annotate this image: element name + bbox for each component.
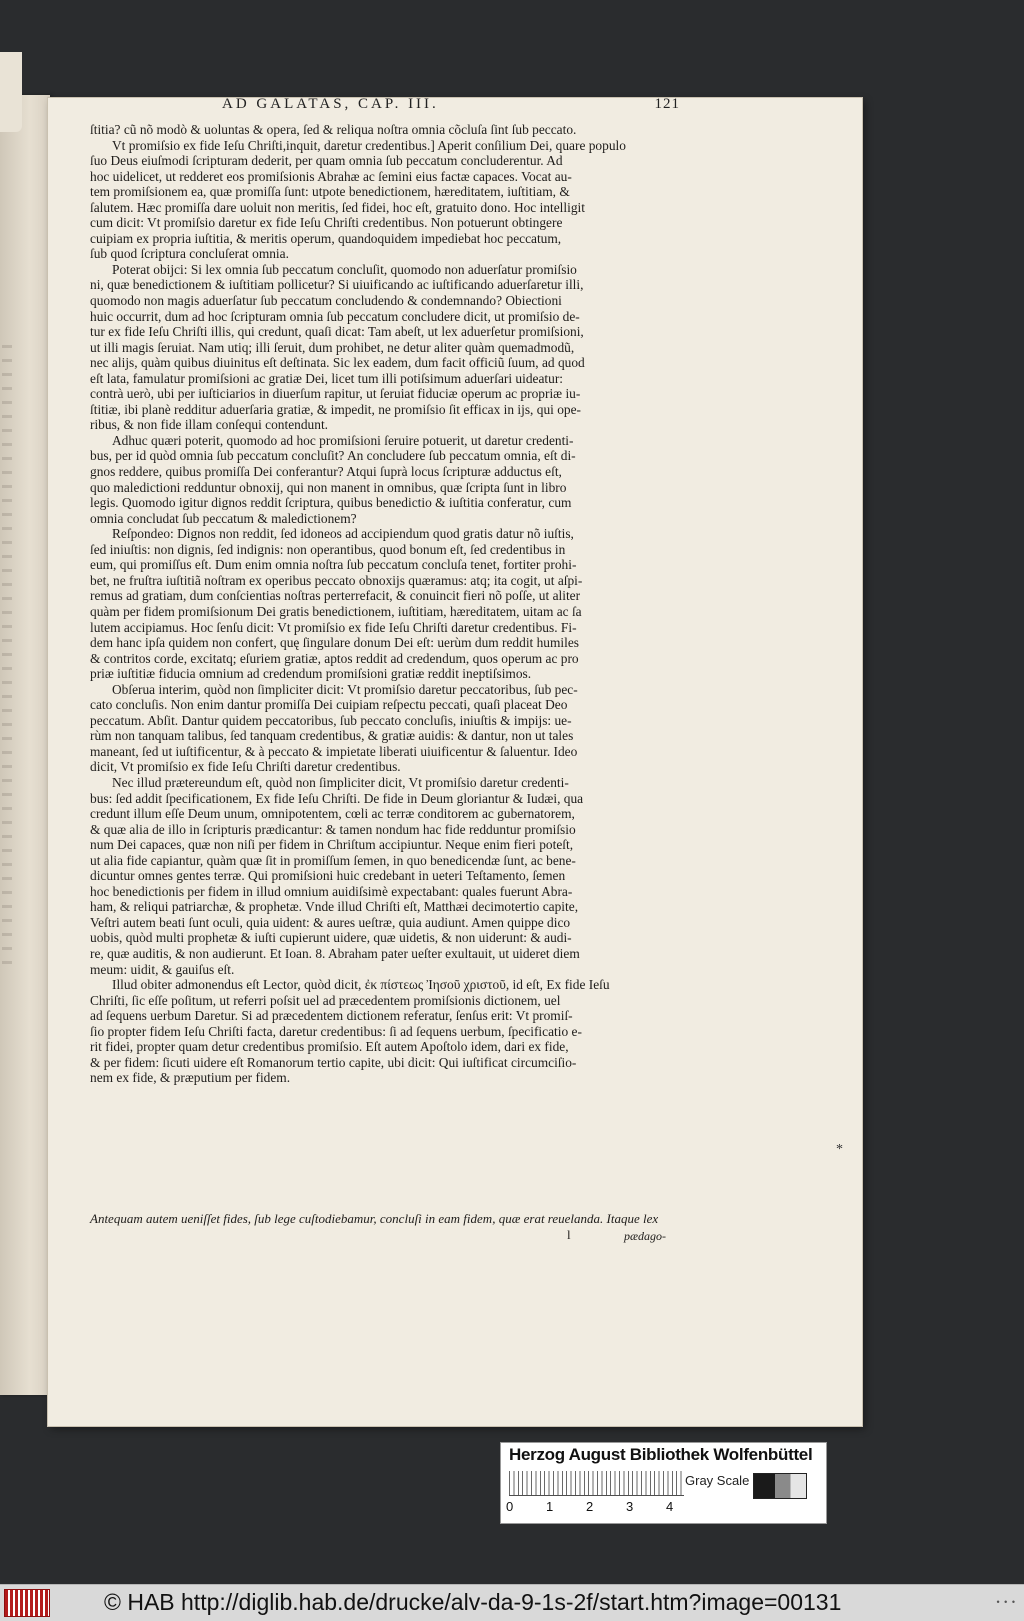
text-line: ad ſequens uerbum Daretur. Si ad præcedentem dictionem referatur, ſenſus erit: Vt promiſ- bbox=[90, 1008, 573, 1024]
text-line: nem ex fide, & præputium per fidem. bbox=[90, 1070, 291, 1086]
ruler-number: 3 bbox=[626, 1499, 634, 1514]
text-line: cato concluſis. Non enim dantur promiſſa Dei cuipiam reſpectu peccati, quaſi placeat Deo bbox=[90, 697, 568, 713]
text-line: contrà uerò, ubi per iuſticiarios in diuerſum rapitur, ut ſeruiat fiduciæ operum ac propriæ iu- bbox=[90, 386, 581, 402]
left-page-text-bleed bbox=[2, 345, 12, 965]
text-line: omnia concludat ſub peccatum & maledictionem? bbox=[90, 510, 357, 526]
page-number: 121 bbox=[654, 96, 680, 112]
ruler-number: 0 bbox=[506, 1499, 514, 1514]
text-line: ut alia fide capiantur, quàm quæ ſit in promiſſum ſemen, in quo benedicendæ ſunt, ac bene- bbox=[90, 852, 576, 868]
text-line: rùm non tanquam talibus, ſed tanquam credentibus, & gratiæ auidis: & dantur, non ut tales bbox=[90, 728, 574, 744]
text-line: ſtitia? cũ nõ modò & uoluntas & opera, ſed & reliqua noſtra omnia cõcluſa ſint ſub peccato. bbox=[90, 122, 577, 137]
text-line: ſed iniuſtis: non dignis, ſed indignis: non operantibus, quod bonum eſt, ſed credentibus in bbox=[90, 541, 566, 557]
text-line: bet, ne fruſtra iuſtitiã noſtram ex operibus peccato obnoxijs quæramus: atq; ita cogit, ut aſpi- bbox=[90, 572, 583, 588]
text-line: dicit, Vt promiſsio ex fide Ieſu Chriſti daretur credentibus. bbox=[90, 759, 401, 775]
text-line: lutem accipiamus. Hoc ſenſu dicit: Vt promiſsio ex fide Ieſu Chriſti daretur credentibus. Fi- bbox=[90, 619, 577, 635]
text-line: ham, & reliqui patriarchæ, & prophetæ. Vnde illud Chriſti eſt, Matthæi decimotertio capite, bbox=[90, 899, 579, 915]
text-line: ut illi magis ſeruiat. Nam utiq; illi ſeruit, dum prohibet, ne detur aliter quàm quemadmodũ, bbox=[90, 339, 575, 355]
left-page-edge bbox=[0, 95, 50, 1395]
ruler-number: 4 bbox=[666, 1499, 674, 1514]
ruler-number: 1 bbox=[546, 1499, 554, 1514]
text-line: tem promiſsionem ea, quæ promiſſa ſunt: utpote benedictionem, hæreditatem, iuſtitiam, & bbox=[90, 184, 570, 200]
ruler-scale bbox=[509, 1471, 684, 1496]
text-line: ſtitiæ, ibi planè redditur aduerſaria gratiæ, & impedit, ne promiſsio ſit efficax in ijs, qui ope- bbox=[90, 401, 582, 417]
header-title: AD GALATAS, CAP. III. bbox=[222, 96, 439, 112]
text-line: peccatum. Abſit. Dantur quidem peccatoribus, ſub peccato concluſis, iniuſtis & impijs: ue- bbox=[90, 712, 572, 728]
text-line: bus: ſed addit ſpecificationem, Ex fide Ieſu Chriſti. De fide in Deum gloriantur & Iudæi, qua bbox=[90, 790, 584, 806]
text-line: Nec illud prætereundum eſt, quòd non ſimpliciter dicit, Vt promiſsio daretur credenti- bbox=[112, 774, 569, 790]
left-page-corner bbox=[0, 52, 22, 132]
color-scale-card bbox=[500, 1442, 827, 1524]
catchword: pædago- bbox=[624, 1229, 666, 1243]
text-line: remus ad gratiam, dum conſcientias noſtras perterrefacit, & conuincit fieri nõ poſſe, ut aliter bbox=[90, 588, 581, 604]
text-line: maneant, ſed ut iuſtificentur, & à peccato & impietate liberati uiuificentur & ſaluentur. Ideo bbox=[90, 743, 578, 759]
text-line: re, quæ auditis, & non audierunt. Et Ioan. 8. Abraham pater ueſter exultauit, ut uideret diem bbox=[90, 945, 580, 961]
text-line: ſuo Deus eiuſmodi ſcripturam dederit, per quam omnia ſub peccatum concluderentur. Ad bbox=[90, 153, 563, 169]
viewer-footer bbox=[0, 1584, 1024, 1621]
hab-logo-icon[interactable] bbox=[4, 1589, 50, 1617]
marginal-mark: * bbox=[836, 1142, 843, 1157]
text-line: cuipiam ex propria iuſtitia, & meritis operum, quandoquidem impediebat hoc peccatum, bbox=[90, 230, 562, 246]
text-line: legis. Quomodo igitur dignos reddit ſcriptura, quibus benedictio & iuſtitia conferatur, cum bbox=[90, 495, 572, 511]
text-line: & per fidem: ſicuti uidere eſt Romanorum tertio capite, ubi dicit: Qui iuſtificat circumciſio- bbox=[90, 1054, 577, 1070]
text-line: eſt lata, famulatur promiſsioni ac gratiæ Dei, licet tum illi potiſsimum aduerſari uideatur: bbox=[90, 370, 564, 386]
gray-scale-swatch bbox=[753, 1473, 807, 1499]
text-line: & quæ alia de illo in ſcripturis prædicantur: & tamen nondum hac fide redduntur promiſsio bbox=[90, 821, 576, 837]
text-line: dicuntur omnes gentes terræ. Qui promiſsioni huic credebant in ueteri Teſtamento, ſemen bbox=[90, 868, 566, 884]
text-line: huic occurrit, dum ad hoc ſcripturam omnia ſub peccatum concludere dicit, ut promiſsio de- bbox=[90, 308, 580, 324]
signature-mark: l bbox=[567, 1227, 571, 1242]
text-line: hoc benedictionis per fidem in illud omnium auidiſsimè expectabant: quales fuerunt Abra- bbox=[90, 883, 573, 899]
text-line: & contritos corde, excitatq; eſuriem gratiæ, aptos reddit ad credendum, quos operum ac pro bbox=[90, 650, 579, 666]
text-line: ſio propter fidem Ieſu Chriſti facta, daretur credentibus: ſi ad ſequens uerbum, ſpecificatio e- bbox=[90, 1023, 582, 1039]
text-line: ſalutem. Hæc promiſſa dare uoluit non meritis, ſed fidei, hoc eſt, gratuito dono. Hoc intelligit bbox=[90, 199, 585, 215]
text-line: num Dei capaces, quæ non niſi per fidem in Chriſtum accipiuntur. Neque enim fieri poteſt, bbox=[90, 837, 574, 853]
text-line: Reſpondeo: Dignos non reddit, ſed idoneos ad accipiendum quod gratis datur nõ iuſtis, bbox=[112, 526, 574, 542]
text-line: Chriſti, ſic eſſe poſitum, ut referri poſsit uel ad præcedentem promiſsionis dictionem, uel bbox=[90, 992, 561, 1008]
text-line: Obſerua interim, quòd non ſimpliciter dicit: Vt promiſsio daretur peccatoribus, ſub pec- bbox=[112, 681, 578, 697]
text-line: meum: uidit, & gauiſus eſt. bbox=[90, 961, 235, 977]
text-line: quo maledictioni redduntur obnoxij, qui non manent in omnibus, quæ ſcripta ſunt in libro bbox=[90, 479, 567, 495]
text-line: quomodo non magis aduerſatur ſub peccatum concludendo & condemnando? Obiectioni bbox=[90, 293, 562, 309]
text-line: gnos reddere, quibus promiſſa Dei conferantur? Atqui ſuprà locus ſcripturæ adductus eſt, bbox=[90, 464, 562, 480]
text-line: rit fidei, propter quam detur credentibus promiſsio. Eſt autem Apoſtolo idem, dari ex fide, bbox=[90, 1039, 569, 1055]
library-name: Herzog August Bibliothek Wolfenbüttel bbox=[509, 1445, 813, 1464]
body-text bbox=[90, 122, 682, 1086]
text-line: bus, per id quòd omnia ſub peccatum concluſit? An concludere ſub peccatum omnia, eſt di- bbox=[90, 448, 576, 464]
text-line: uobis, quòd multi prophetæ & iuſti cupierunt uidere, quæ uidetis, & non uiderunt: & audi- bbox=[90, 930, 572, 946]
text-line: cum dicit: Vt promiſsio daretur ex fide Ieſu Chriſti credentibus. Non potuerunt obtingere bbox=[90, 215, 563, 231]
text-line: Veſtri autem beati ſunt oculi, quia uident: & aures ueſtræ, quia audiunt. Amen quippe dico bbox=[90, 914, 571, 930]
text-line: hoc uidelicet, ut redderet eos promiſsionis Abrahæ ac ſemini eius factæ capaces. Vocat au- bbox=[90, 168, 572, 184]
footer-url[interactable]: © HAB http://diglib.hab.de/drucke/alv-da-9-1s-2f/start.htm?image=00131 bbox=[104, 1589, 842, 1615]
text-line: Illud obiter admonendus eſt Lector, quòd dicit, ἐκ πίστεως Ἰησοῦ χριστοῦ, id eſt, Ex fide Ieſu bbox=[112, 977, 610, 993]
text-line: Adhuc quæri poterit, quomodo ad hoc promiſsioni ſeruire potuerit, ut daretur credenti- bbox=[112, 432, 574, 448]
text-line: ni, quæ benedictionem & iuſtitiam pollicetur? Si uiuificando ac iuſtificando aduerſaretur illi, bbox=[90, 277, 584, 293]
text-line: ſub quod ſcriptura concluſerat omnia. bbox=[90, 246, 289, 262]
text-line: nec alijs, quàm quibus diuinitus eſt deſtinata. Sic lex eadem, dum facit officiũ ſuum, ad quod bbox=[90, 355, 585, 371]
text-line: dem hanc ipſa quidem non confert, quę ſingulare donum Dei eſt: uerùm dum reddit humiles bbox=[90, 635, 580, 651]
ruler-number: 2 bbox=[586, 1499, 594, 1514]
text-line: ribus, & non fide illam conſequi contendunt. bbox=[90, 417, 329, 433]
text-line: tur ex fide Ieſu Chriſti illis, qui credunt, quaſi dicat: Tam abeſt, ut lex aduerſetur promiſsioni, bbox=[90, 324, 584, 340]
text-line: eum, qui promiſſus eſt. Dum enim omnia noſtra ſub peccatum concluſa tenet, fortiter prohi- bbox=[90, 557, 577, 573]
running-header bbox=[90, 96, 680, 118]
text-line: quàm per fidem promiſsionum Dei gratis benedictionem, iuſtitiam, hæreditatem, uitam ac ſa bbox=[90, 603, 582, 619]
text-line: credunt illum eſſe Deum unum, omnipotentem, cœli ac terræ conditorem ac gubernatorem, bbox=[90, 806, 575, 822]
text-line: priæ iuſtitiæ fiducia omnium ad credendum promiſsioni gratiæ reddit ineptiſsimos. bbox=[90, 666, 532, 682]
text-line: Poterat obijci: Si lex omnia ſub peccatum concluſit, quomodo non aduerſatur promiſsio bbox=[112, 261, 577, 277]
footer-dots: • • • bbox=[996, 1597, 1016, 1607]
gray-scale-label: Gray Scale bbox=[685, 1473, 750, 1488]
last-italic-line: Antequam autem ueniſſet fides, ſub lege cuſtodiebamur, concluſi in eam fidem, quæ erat reuelanda. Itaque lex bbox=[90, 1211, 659, 1226]
text-line: Vt promiſsio ex fide Ieſu Chriſti,inquit, daretur credentibus.] Aperit conſilium Dei, quare populo bbox=[112, 137, 626, 153]
